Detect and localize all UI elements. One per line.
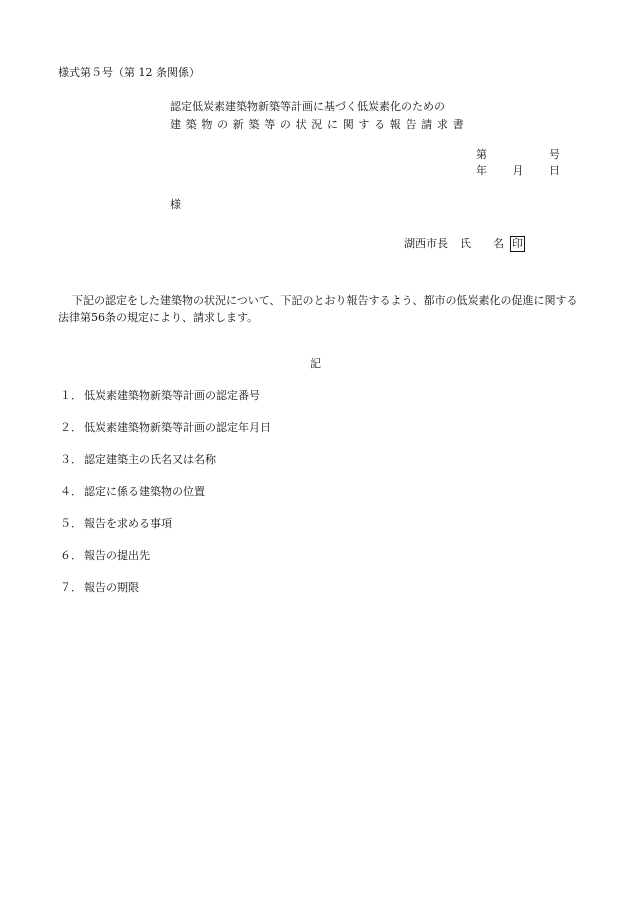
document-date bbox=[476, 164, 560, 178]
list-item bbox=[60, 453, 216, 467]
document-title-line-1: 認定低炭素建築物新築等計画に基づく低炭素化のための bbox=[170, 100, 445, 113]
list-item-number: １． bbox=[60, 389, 82, 402]
issuer-line bbox=[404, 236, 525, 252]
list-item-label: 低炭素建築物新築等計画の認定年月日 bbox=[84, 421, 271, 434]
list-item-number: ４． bbox=[60, 485, 82, 498]
form-number: 様式第５号（第 12 条関係） bbox=[58, 66, 200, 79]
date-day-label: 日 bbox=[549, 164, 560, 177]
date-year-label: 年 bbox=[476, 164, 487, 177]
list-item bbox=[60, 389, 260, 403]
seal-mark: 印 bbox=[512, 237, 523, 250]
document-number-suffix: 号 bbox=[549, 148, 560, 161]
list-item-label: 認定建築主の氏名又は名称 bbox=[84, 453, 216, 466]
list-item-number: ２． bbox=[60, 421, 82, 434]
addressee-honorific: 様 bbox=[170, 198, 181, 211]
list-item-number: ５． bbox=[60, 517, 82, 530]
list-item-label: 低炭素建築物新築等計画の認定番号 bbox=[84, 389, 260, 402]
list-item-label: 報告の提出先 bbox=[84, 549, 150, 562]
document-title-line-2: 建築物の新築等の状況に関する報告請求書 bbox=[170, 118, 469, 131]
date-month-label: 月 bbox=[512, 164, 524, 177]
list-item-label: 認定に係る建築物の位置 bbox=[84, 485, 205, 498]
list-item bbox=[60, 549, 150, 563]
document-number-prefix: 第 bbox=[476, 148, 487, 161]
ki-heading: 記 bbox=[310, 357, 321, 370]
issuer-name-label-1: 氏 bbox=[460, 237, 471, 251]
list-item bbox=[60, 485, 205, 499]
list-item bbox=[60, 517, 172, 531]
issuer-name-label-2: 名 bbox=[493, 237, 504, 251]
request-body-text: 下記の認定をした建築物の状況について、下記のとおり報告するよう、都市の低炭素化の促進に関する法律第56条の規定により、請求します。 bbox=[58, 294, 578, 324]
list-item bbox=[60, 421, 271, 435]
list-item bbox=[60, 581, 139, 595]
list-item-number: ３． bbox=[60, 453, 82, 466]
list-item-number: ６． bbox=[60, 549, 82, 562]
document-number bbox=[476, 148, 560, 162]
issuer-title: 湖西市長 bbox=[404, 237, 448, 251]
list-item-number: ７． bbox=[60, 581, 82, 594]
list-item-label: 報告の期限 bbox=[84, 581, 139, 594]
list-item-label: 報告を求める事項 bbox=[84, 517, 172, 530]
